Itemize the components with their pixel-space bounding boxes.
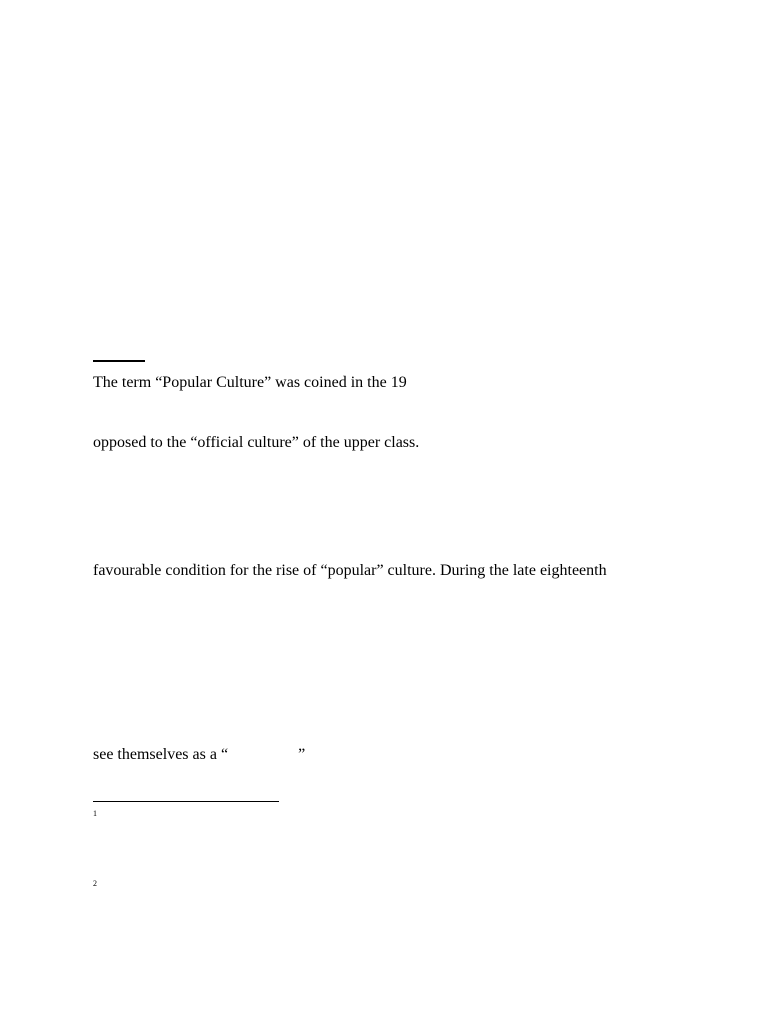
section-rule [93, 360, 145, 362]
body-text-fragment: see themselves as a “ [93, 746, 229, 763]
body-text-line: The term “Popular Culture” was coined in the 19 [93, 374, 407, 391]
footnote-marker: 1 [93, 809, 97, 818]
body-text-line: favourable condition for the rise of “popular” culture. During the late eighteenth [93, 562, 607, 579]
body-text-line: opposed to the “official culture” of the upper class. [93, 434, 420, 451]
body-text-line [93, 745, 305, 765]
footnote-separator [93, 801, 279, 802]
closing-quote: ” [298, 746, 306, 763]
footnote-marker: 2 [93, 879, 97, 888]
